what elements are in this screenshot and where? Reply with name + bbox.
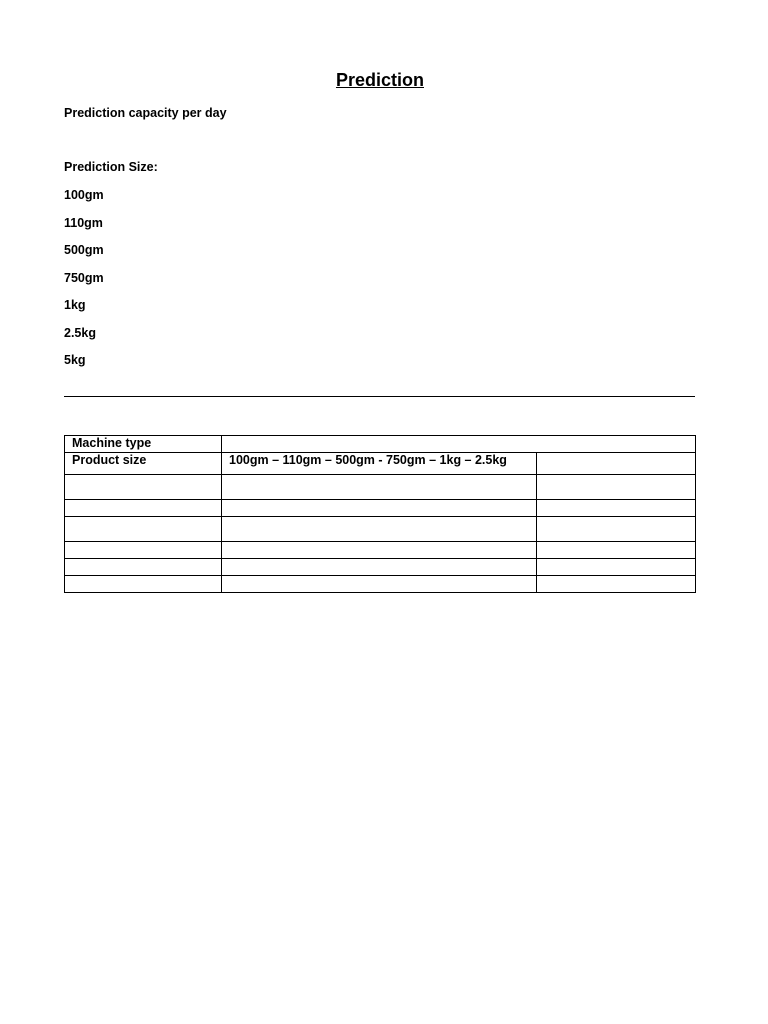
capacity-label: Prediction capacity per day	[64, 106, 227, 120]
table-row	[65, 453, 696, 475]
size-item: 110gm	[64, 215, 103, 230]
table-row	[65, 436, 696, 453]
table-row	[65, 517, 696, 542]
size-item: 750gm	[64, 270, 104, 285]
table-cell	[537, 542, 696, 559]
table-row	[65, 475, 696, 500]
table-cell	[537, 559, 696, 576]
table-cell	[222, 517, 537, 542]
table-cell	[65, 542, 222, 559]
table-cell	[537, 517, 696, 542]
table-cell	[222, 559, 537, 576]
product-size-value: 100gm – 110gm – 500gm - 750gm – 1kg – 2.5kg	[222, 453, 537, 475]
table-cell	[222, 542, 537, 559]
table-row	[65, 542, 696, 559]
table-cell	[222, 576, 537, 593]
machine-type-value	[222, 436, 696, 453]
size-item: 100gm	[64, 188, 104, 202]
table-cell	[65, 517, 222, 542]
product-size-label: Product size	[65, 453, 222, 475]
table-row	[65, 576, 696, 593]
table-cell	[537, 500, 696, 517]
table-cell	[65, 559, 222, 576]
table-row	[65, 559, 696, 576]
size-item: 5kg	[64, 353, 86, 367]
size-heading: Prediction Size:	[64, 160, 158, 174]
table-cell	[65, 500, 222, 517]
table-cell	[65, 576, 222, 593]
horizontal-divider	[64, 396, 695, 397]
size-item: 500gm	[64, 243, 104, 257]
table-cell	[222, 475, 537, 500]
machine-spec-table	[64, 435, 696, 593]
size-item: 2.5kg	[64, 325, 96, 340]
size-item: 1kg	[64, 298, 86, 312]
size-list	[64, 187, 104, 380]
page-title: Prediction	[335, 70, 424, 90]
table-cell	[65, 475, 222, 500]
table-cell	[537, 475, 696, 500]
table-cell	[537, 576, 696, 593]
table-row	[65, 500, 696, 517]
machine-type-label: Machine type	[65, 436, 222, 453]
table-cell	[222, 500, 537, 517]
product-size-extra	[537, 453, 696, 475]
